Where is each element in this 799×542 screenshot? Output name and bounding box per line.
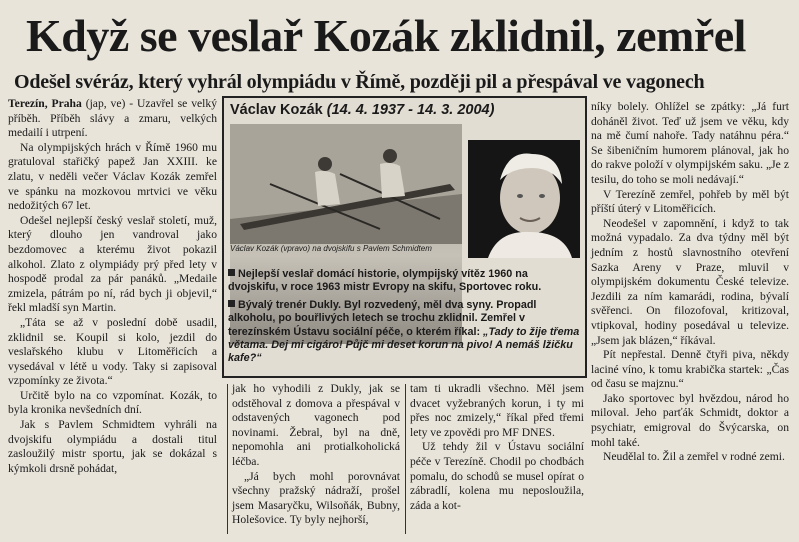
paragraph: (jap, ve) - Uzavřel se velký příběh. Příběh slávy a zmaru, velkých medailí i utrpení. [8, 97, 217, 140]
paragraph: Jako sportovec byl hvězdou, národ ho miloval. Jeho parťák Schmidt, doktor a psychiatr, emigroval do Švýcarska, on mohl také. [591, 391, 789, 449]
bullet-item [228, 268, 580, 295]
paragraph: „Táta se až v poslední době usadil, zklidnil se. Koupil si kolo, jezdil do veslařského klubu v Litoměřicích a vysedával v létě u vody. Taky si zapisoval vzpomínky ze života.“ [8, 315, 217, 388]
column-divider [405, 384, 406, 534]
paragraph: Odešel nejlepší český veslař století, muž, který dlouho jen vandroval jako bezdomovec a kterému život pokazil alkohol. Zlato z olympiády prý před lety v hospodě prodal za pár panáků. „Medaile zmizela, pátrám po ní, rád bych ji objevil,“ řekl mladší syn Martin. [8, 213, 217, 315]
box-title [230, 102, 494, 118]
paragraph: tam ti ukradli všechno. Měl jsem dvacet vyžebraných korun, i ty mi přes noc zmizely,“ říkal před třemi lety ve zpovědi pro MF DNES. [410, 382, 584, 439]
bullet-text: Bývalý trenér Dukly. Byl rozvedený, měl dva syny. Propadl alkoholu, po bouřlivých letech se trochu zklidnil. Zemřel v terezínském Ústavu sociální péče, o kterém říkal: [228, 298, 537, 338]
paragraph: Pít nepřestal. Denně čtyři piva, někdy laciné víno, k tomu krabička startek: „Čas od času se majznu.“ [591, 348, 789, 391]
subheadline: Odešel svéráz, který vyhrál olympiádu v Římě, později pil a přespával ve vagonech [14, 71, 705, 93]
bullet-text: Nejlepší veslař domácí historie, olympijský vítěz 1960 na dvojskifu, v roce 1963 mistr Evropy na skifu, Sportovec roku. [228, 268, 542, 294]
bullet-square-icon [228, 300, 235, 307]
paragraph: „Já bych mohl porovnávat všechny pražský nádraží, prošel jsem Masaryčku, Wilsoňák, Bubny, Holešovice. Ty byly nejhorší, [232, 469, 400, 527]
column-divider [227, 384, 228, 534]
bullet-quote: „Tady to žije třema větama. Dej mi cigáro! Půjč mi deset korun na pivo! A nemáš lžičku kafe?“ [228, 325, 580, 365]
box-bullets [228, 268, 580, 370]
box-name: Václav Kozák [230, 102, 323, 118]
photo-caption: Václav Kozák (vpravo) na dvojskifu s Pavlem Schmidtem [230, 244, 432, 253]
headline: Když se veslař Kozák zklidnil, zemřel [26, 10, 746, 61]
portrait-image [468, 140, 580, 258]
paragraph: Na olympijských hrách v Římě 1960 mu gratuloval stařičký papež Jan XXIII. ke zlatu, v neděli večer Václav Kozák zemřel ve spánku na mozkovou mrtvici ve věku nedožitých 67 let. [8, 140, 217, 213]
dateline-place: Terezín, Praha [8, 97, 82, 110]
paragraph: Neodešel v zapomnění, i když to tak možná vypadalo. Za dva týdny měl být jedním z hostů slavnostního otevření Sazka Areny v Praze, mluvil v olympijském dokumentu České televize. Jezdili za ním kamarádi, rodina, bývalí svěřenci. On filozofoval, kritizoval, vtipkoval, hodiny posedával u televize. „Jsem jak blázen,“ říkával. [591, 216, 789, 347]
paragraph: jak ho vyhodili z Dukly, jak se odstěhoval z domova a přespával v odstavených vagonech pod novinami. Žebral, byl na dně, nepomohla ani protialkoholická léčba. [232, 382, 400, 468]
paragraph: V Terezíně zemřel, pohřeb by měl být příští úterý v Litoměřicích. [591, 187, 789, 216]
paragraph: Neudělal to. Žil a zemřel v rodné zemi. [603, 450, 785, 464]
bullet-square-icon [228, 269, 235, 276]
paragraph: níky bolely. Ohlížel se zpátky: „Já furt doháněl život. Teď už jsem ve věku, kdy na mě čumí nahoře. Tady natáhnu péra.“ Se šibeničním humorem plánoval, jak ho do rakve položí v olympijském saku. „Je z tesilu, do toho se moli nedávají.“ [591, 100, 789, 186]
article-column-2 [232, 382, 400, 528]
bullet-item [228, 299, 580, 366]
article-column-3 [410, 382, 584, 513]
paragraph: Jak s Pavlem Schmidtem vyhráli na dvojskifu olympiádu a dostali titul zasloužilý mistr sportu, jak se dokázal s kýmkoli drsně pohádat, [8, 418, 217, 475]
portrait-photo [468, 140, 580, 258]
paragraph: Už tehdy žil v Ústavu sociální péče v Terezíně. Chodil po chodbách pomalu, do schodů se musel opírat o zábradlí, kolena mu neposloužila, záda a kot- [410, 440, 584, 512]
info-box [222, 96, 587, 378]
article-column-4 [591, 100, 789, 465]
rowing-photo-image [230, 124, 462, 244]
box-dates: (14. 4. 1937 - 14. 3. 2004) [326, 102, 495, 118]
article-column-1 [8, 97, 217, 476]
paragraph: Určitě bylo na co vzpomínat. Kozák, to byla kronika nevšedních dní. [8, 388, 217, 417]
